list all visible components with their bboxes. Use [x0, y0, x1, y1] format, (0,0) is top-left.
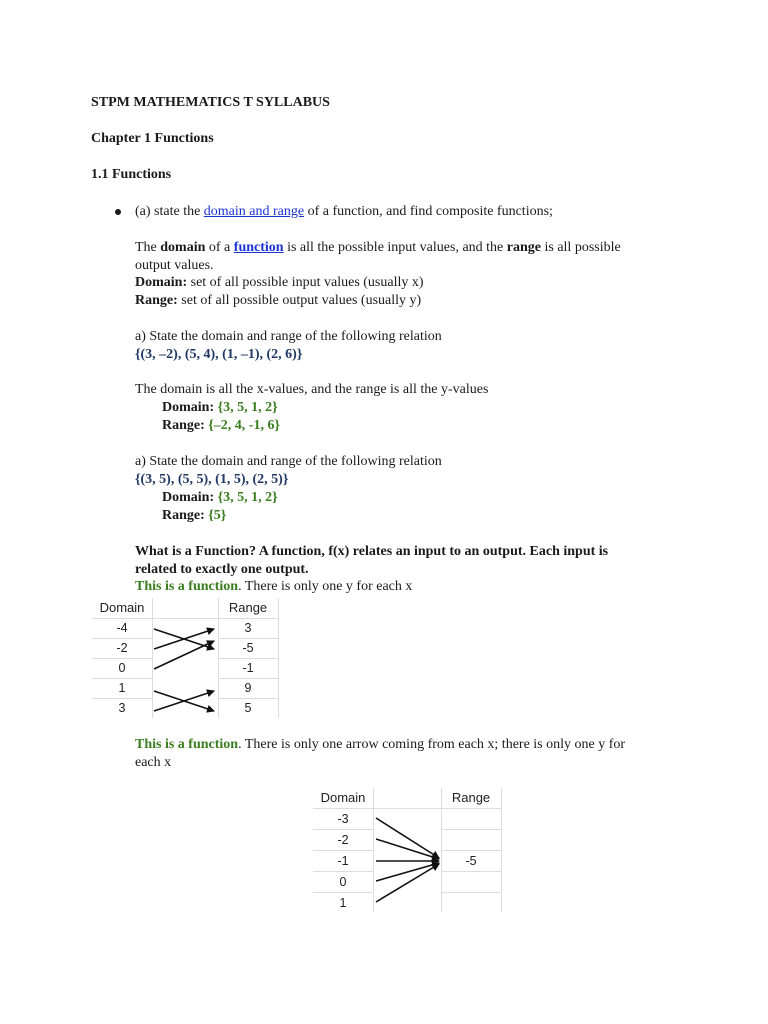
- domain-definition: [135, 274, 424, 292]
- table1-range-cell: -1: [242, 661, 254, 675]
- objective-post: of a function, and find composite functions;: [304, 204, 553, 219]
- example2-domain: [162, 489, 278, 507]
- intro-line-2: output values.: [135, 258, 214, 273]
- range-def-label: Range:: [135, 293, 178, 308]
- note1: [135, 578, 412, 596]
- arrow: [376, 863, 439, 881]
- example1-range: [162, 417, 280, 435]
- domain-def-text: set of all possible input values (usually x): [187, 275, 424, 290]
- example2-domain-label: Domain:: [162, 490, 218, 505]
- intro-of-a: of a: [205, 240, 234, 255]
- note1-rest: . There is only one y for each x: [238, 579, 413, 594]
- objective-line: [135, 203, 553, 221]
- example2-range-label: Range:: [162, 508, 209, 523]
- table2-domain-header: Domain: [320, 790, 366, 805]
- example1-domain-value: {3, 5, 1, 2}: [217, 400, 278, 415]
- example1-range-value: {–2, 4, -1, 6}: [208, 418, 280, 433]
- table2-domain-cell: -2: [337, 833, 349, 847]
- table1-range-cell: -5: [242, 641, 254, 655]
- intro-line: [135, 239, 621, 257]
- example1-relation: {(3, –2), (5, 4), (1, –1), (2, 6)}: [135, 347, 303, 362]
- intro-mid: is all the possible input values, and the: [283, 240, 507, 255]
- function-link[interactable]: function: [233, 240, 284, 255]
- table1-domain-header: Domain: [99, 600, 145, 615]
- example2-relation: {(3, 5), (5, 5), (1, 5), (2, 5)}: [135, 472, 289, 487]
- example1-domain-label: Domain:: [162, 400, 218, 415]
- table1-range-cell: 5: [244, 701, 252, 715]
- domain-word: domain: [160, 240, 206, 255]
- example1-explanation: The domain is all the x-values, and the range is all the y-values: [135, 382, 489, 397]
- note2-green: This is a function: [135, 737, 239, 752]
- table1-range-header: Range: [228, 600, 268, 615]
- table2-domain-cell: 1: [339, 896, 347, 910]
- note2-line2: each x: [135, 755, 172, 770]
- range-definition: [135, 292, 421, 310]
- arrow: [376, 818, 439, 858]
- bullet-icon: [115, 209, 121, 215]
- document-title: STPM MATHEMATICS T SYLLABUS: [91, 95, 330, 110]
- table1-domain-cell: 3: [118, 701, 126, 715]
- note1-green: This is a function: [135, 579, 239, 594]
- function-question-line2: related to exactly one output.: [135, 562, 309, 577]
- chapter-heading: Chapter 1 Functions: [91, 131, 214, 146]
- arrow: [376, 864, 439, 902]
- table1-domain-cell: 0: [118, 661, 126, 675]
- example2-range-value: {5}: [208, 508, 227, 523]
- example1-domain: [162, 399, 278, 417]
- example1-range-label: Range:: [162, 418, 209, 433]
- mapping-arrows-1: [92, 598, 278, 720]
- table2-range-cell: -5: [465, 854, 477, 868]
- intro-end: is all possible: [540, 240, 621, 255]
- mapping-table-1: [92, 598, 278, 720]
- objective-pre: (a) state the: [135, 204, 204, 219]
- table1-domain-cell: 1: [118, 681, 126, 695]
- section-heading: 1.1 Functions: [91, 167, 172, 182]
- mapping-arrows-2: [313, 788, 501, 912]
- domain-def-label: Domain:: [135, 275, 188, 290]
- function-question-line1: What is a Function? A function, f(x) relates an input to an output. Each input is: [135, 544, 609, 559]
- table2-domain-cell: 0: [339, 875, 347, 889]
- table2-domain-cell: -3: [337, 812, 349, 826]
- example1-prompt: a) State the domain and range of the following relation: [135, 329, 442, 344]
- mapping-table-2: [313, 788, 501, 912]
- range-word: range: [506, 240, 541, 255]
- table1-domain-cell: -2: [116, 641, 128, 655]
- table1-domain-cell: -4: [116, 621, 128, 635]
- note2: [135, 736, 625, 754]
- example2-prompt: a) State the domain and range of the following relation: [135, 454, 442, 469]
- table2-domain-cell: -1: [337, 854, 349, 868]
- intro-the: The: [135, 240, 161, 255]
- domain-range-link[interactable]: domain and range: [203, 204, 305, 219]
- example2-range: [162, 507, 226, 525]
- table1-range-cell: 3: [244, 621, 252, 635]
- table2-range-header: Range: [451, 790, 491, 805]
- note2-rest: . There is only one arrow coming from each x; there is only one y for: [238, 737, 626, 752]
- table1-range-cell: 9: [244, 681, 252, 695]
- arrow: [376, 839, 439, 859]
- range-def-text: set of all possible output values (usually y): [177, 293, 422, 308]
- example2-domain-value: {3, 5, 1, 2}: [217, 490, 278, 505]
